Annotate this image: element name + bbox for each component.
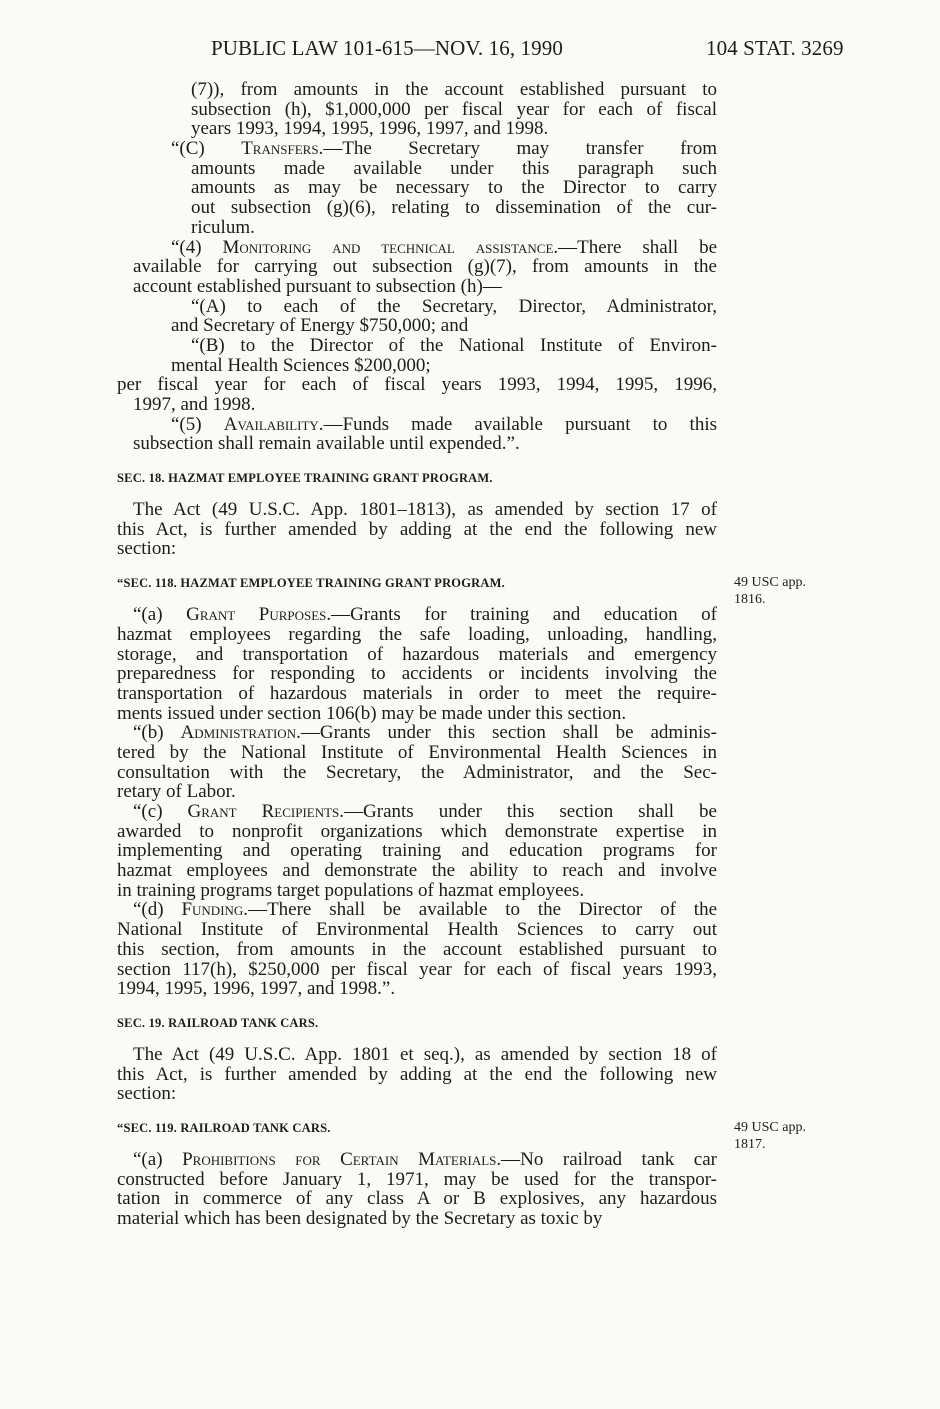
text-line <box>117 119 717 139</box>
text-line <box>117 1170 717 1190</box>
text-run: —The Secretary may transfer from <box>323 138 717 160</box>
text-line <box>117 684 717 704</box>
text-run: 1997, and 1998. <box>133 394 256 415</box>
text-run: in training programs target populations of hazmat employees. <box>117 879 585 901</box>
text-line <box>117 178 717 198</box>
text-run: hazmat employees and demonstrate the ability to reach and involve <box>117 860 717 882</box>
margin-note-line: 1816. <box>734 592 766 607</box>
text-line <box>117 1084 717 1104</box>
text-run: section 117(h), $250,000 per fiscal year for each of fiscal years 1993, <box>117 958 717 980</box>
text-run: tered by the National Institute of Environmental Health Sciences in <box>117 741 717 763</box>
text-line <box>117 316 717 336</box>
text-line <box>117 159 717 179</box>
text-line <box>117 723 717 743</box>
text-line <box>117 277 717 297</box>
text-run: riculum. <box>191 216 255 238</box>
paragraph-caption: Administration. <box>180 722 301 744</box>
text-run: retary of Labor. <box>117 781 236 803</box>
text-line <box>117 1150 717 1170</box>
text-line <box>117 218 717 238</box>
text-run: awarded to nonprofit organizations which demonstrate expertise in <box>117 820 717 842</box>
section-heading: SEC. 19. RAILROAD TANK CARS. <box>117 1015 319 1030</box>
text-line <box>117 605 717 625</box>
text-run: implementing and operating training and education programs for <box>117 840 717 862</box>
text-run: mental Health Sciences $200,000; <box>171 354 431 376</box>
text-line <box>117 625 717 645</box>
text-line <box>117 802 717 822</box>
paragraph-caption: Grant Recipients. <box>187 801 345 822</box>
running-header-title: PUBLIC LAW 101-615—NOV. 16, 1990 <box>211 36 563 60</box>
margin-note-line: 49 USC app. <box>734 1120 806 1135</box>
text-line <box>117 900 717 920</box>
text-run: and Secretary of Energy $750,000; and <box>171 315 469 337</box>
text-run: “(4) <box>171 236 223 258</box>
margin-note-line: 1817. <box>734 1137 766 1152</box>
text-line <box>117 664 717 684</box>
text-line <box>117 257 717 277</box>
body-text-column <box>117 80 717 1229</box>
text-run: this Act, is further amended by adding at the end the following new <box>117 1063 717 1085</box>
text-run: tation in commerce of any class A or B explosives, any hazardous <box>117 1188 717 1210</box>
text-run: “(d) <box>133 899 182 921</box>
text-run: “(C) <box>171 138 242 160</box>
text-run: material which has been designated by the Secretary as toxic by <box>117 1208 603 1229</box>
text-line <box>117 395 717 415</box>
text-line <box>117 782 717 802</box>
section-heading: “SEC. 118. HAZMAT EMPLOYEE TRAINING GRANT PROGRAM. <box>117 576 505 591</box>
text-line <box>117 704 717 724</box>
text-run: —Grants under this section shall be adminis- <box>300 722 717 744</box>
text-run: preparedness for responding to accidents or incidents involving the <box>117 663 717 685</box>
text-line <box>117 500 717 520</box>
text-line <box>117 881 717 901</box>
text-line <box>117 841 717 861</box>
text-run: subsection (h), $1,000,000 per fiscal year for each of fiscal <box>191 98 717 120</box>
text-line <box>117 979 717 999</box>
text-run: per fiscal year for each of fiscal years 1993, 1994, 1995, 1996, <box>117 374 717 396</box>
text-run: “(b) <box>133 722 181 744</box>
text-run: (7)), from amounts in the account established pursuant to <box>191 79 717 100</box>
text-run: section: <box>117 538 177 560</box>
text-run: constructed before January 1, 1971, may be used for the transpor- <box>117 1168 717 1190</box>
text-run: —Funds made available pursuant to this <box>323 413 717 435</box>
text-line <box>117 520 717 540</box>
text-run: subsection shall remain available until expended.”. <box>133 433 520 455</box>
margin-note-line: 49 USC app. <box>734 575 806 590</box>
text-line <box>117 238 717 258</box>
section-heading: SEC. 18. HAZMAT EMPLOYEE TRAINING GRANT PROGRAM. <box>117 471 493 486</box>
text-line <box>117 80 717 100</box>
text-run: years 1993, 1994, 1995, 1996, 1997, and 1998. <box>191 118 549 140</box>
text-run: section: <box>117 1083 177 1105</box>
text-run: amounts made available under this paragraph such <box>191 157 717 179</box>
text-run: storage, and transportation of hazardous materials and emergency <box>117 643 717 665</box>
text-run: —No railroad tank car <box>501 1148 717 1170</box>
text-line <box>117 940 717 960</box>
text-line <box>117 100 717 120</box>
text-line <box>117 920 717 940</box>
text-run: ments issued under section 106(b) may be made under this section. <box>117 702 627 724</box>
text-line <box>117 822 717 842</box>
paragraph-caption: Prohibitions for Certain Materials. <box>182 1148 502 1170</box>
text-line <box>117 415 717 435</box>
text-run: —There shall be <box>558 236 718 258</box>
text-line <box>117 139 717 159</box>
text-line <box>117 861 717 881</box>
text-run: this Act, is further amended by adding at the end the following new <box>117 518 717 540</box>
margin-citation-note <box>734 1119 844 1153</box>
text-run: “(B) to the Director of the National Institute of Environ- <box>191 334 717 356</box>
text-line <box>117 645 717 665</box>
paragraph-caption: Availability. <box>223 413 324 435</box>
text-run: —There shall be available to the Director of the <box>248 899 718 921</box>
text-run: —Grants under this section shall be <box>344 801 717 822</box>
text-line <box>117 434 717 454</box>
text-line <box>117 1065 717 1085</box>
text-run: account established pursuant to subsection (h)— <box>133 275 502 297</box>
text-line <box>117 743 717 763</box>
text-run: “(c) <box>133 801 188 822</box>
text-run: this section, from amounts in the account established pursuant to <box>117 938 717 960</box>
text-run: transportation of hazardous materials in order to meet the require- <box>117 682 717 704</box>
margin-citation-note <box>734 574 844 608</box>
paragraph-caption: Funding. <box>181 899 249 921</box>
section-heading: “SEC. 119. RAILROAD TANK CARS. <box>117 1120 331 1135</box>
text-run: The Act (49 U.S.C. App. 1801–1813), as amended by section 17 of <box>133 499 717 521</box>
text-run: available for carrying out subsection (g)(7), from amounts in the <box>133 256 717 278</box>
text-line <box>117 763 717 783</box>
text-line <box>117 1045 717 1065</box>
text-run: The Act (49 U.S.C. App. 1801 et seq.), as amended by section 18 of <box>133 1043 717 1065</box>
text-line <box>117 336 717 356</box>
paragraph-caption: Grant Purposes. <box>186 604 332 626</box>
running-header-stat: 104 STAT. 3269 <box>706 36 844 60</box>
text-line <box>117 375 717 395</box>
text-run: “(5) <box>171 413 224 435</box>
text-run: —Grants for training and education of <box>331 604 717 626</box>
text-run: amounts as may be necessary to the Director to carry <box>191 177 717 199</box>
text-run: National Institute of Environmental Health Sciences to carry out <box>117 919 717 941</box>
text-run: 1994, 1995, 1996, 1997, and 1998.”. <box>117 978 396 1000</box>
text-line <box>117 1189 717 1209</box>
text-run: hazmat employees regarding the safe loading, unloading, handling, <box>117 623 717 645</box>
text-run: “(a) <box>133 1148 183 1170</box>
text-run: consultation with the Secretary, the Administrator, and the Sec- <box>117 761 717 783</box>
text-line <box>117 356 717 376</box>
text-line <box>117 1209 717 1229</box>
text-line <box>117 198 717 218</box>
text-run: “(A) to each of the Secretary, Director, Administrator, <box>191 295 717 317</box>
text-line <box>117 539 717 559</box>
paragraph-caption: Monitoring and technical assistance. <box>222 236 559 258</box>
text-run: “(a) <box>133 604 187 626</box>
text-line <box>117 960 717 980</box>
text-run: out subsection (g)(6), relating to dissemination of the cur- <box>191 197 717 219</box>
text-line <box>117 297 717 317</box>
paragraph-caption: Transfers. <box>241 138 324 160</box>
